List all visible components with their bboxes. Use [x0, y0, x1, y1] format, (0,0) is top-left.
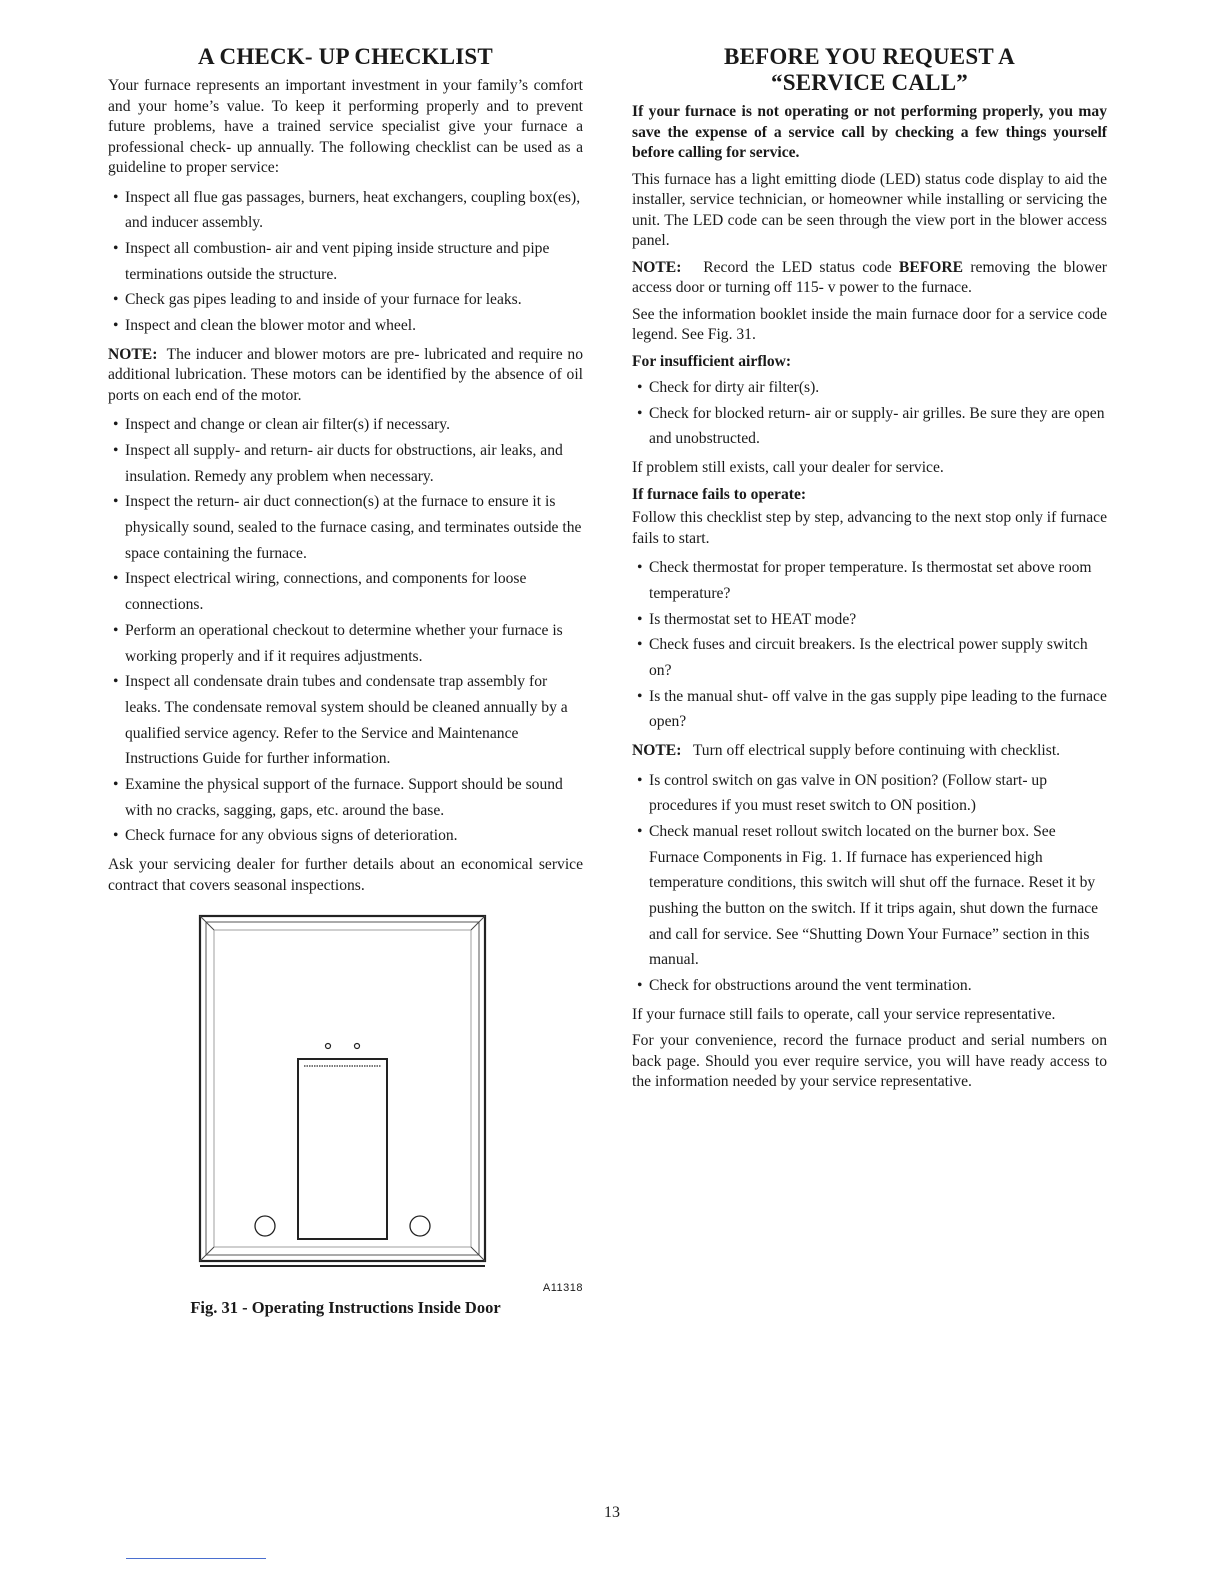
airflow-after-text: If problem still exists, call your dealer for service. [632, 459, 944, 477]
list-item: • Inspect and change or clean air filter(s) if necessary. [108, 412, 583, 438]
list-item: • Inspect all supply- and return- air ducts for obstructions, air leaks, and insulation. Remedy any problem when necessary. [108, 438, 583, 489]
service-call-lead: If your furnace is not operating or not performing properly, you may save the expense of a service call by checking a few things yourself before calling for service. [632, 103, 1107, 161]
page-number: 13 [604, 1504, 620, 1521]
note-emphasis: BEFORE [898, 258, 964, 276]
list-item: • Check for dirty air filter(s). [632, 375, 1107, 401]
list-item: • Inspect all combustion- air and vent piping inside structure and pipe terminations outside the structure. [108, 236, 583, 287]
still-fails-text: If your furnace still fails to operate, call your service representative. [632, 1005, 1056, 1023]
list-item: • Check gas pipes leading to and inside of your furnace for leaks. [108, 287, 583, 313]
note-label: NOTE: [632, 742, 682, 760]
list-item: • Check fuses and circuit breakers. Is the electrical power supply switch on? [632, 632, 1107, 683]
right-column [632, 44, 1107, 1099]
airflow-heading: For insufficient airflow: [632, 352, 792, 370]
figure-id: A11318 [542, 1282, 583, 1295]
list-item: • Examine the physical support of the furnace. Support should be sound with no cracks, sagging, gaps, etc. around the base. [108, 772, 583, 823]
checkup-title: A CHECK- UP CHECKLIST [198, 44, 493, 69]
fails-list [632, 555, 1107, 735]
service-call-title [632, 44, 1107, 96]
list-item: • Is thermostat set to HEAT mode? [632, 607, 1107, 633]
title-line-2: “SERVICE CALL” [771, 70, 968, 95]
figure-caption: Fig. 31 - Operating Instructions Inside Door [190, 1298, 501, 1318]
list-item: • Inspect all flue gas passages, burners, heat exchangers, coupling box(es), and inducer assembly. [108, 185, 583, 236]
note-text: Turn off electrical supply before continuing with checklist. [692, 742, 1061, 760]
left-column [108, 44, 583, 1318]
convenience-text: For your convenience, record the furnace product and serial numbers on back page. Should you ever require service, you will have ready access to the information needed by your service representative. [632, 1032, 1107, 1091]
list-item: • Is control switch on gas valve in ON position? (Follow start- up procedures if you must reset switch to ON position.) [632, 768, 1107, 819]
note-text: removing the blower access door or turning off 115- v power to the furnace. [632, 258, 1107, 296]
see-booklet-text: See the information booklet inside the main furnace door for a service code legend. See Fig. 31. [632, 305, 1107, 343]
checkup-list-2 [108, 412, 583, 849]
checkup-intro: Your furnace represents an important investment in your family’s comfort and your home’s value. To keep it performing properly and to prevent future problems, have a trained service specialist give your furnace a professional check- up annually. The following checklist can be used as a guideline to proper service: [108, 77, 583, 176]
title-line-1: BEFORE YOU REQUEST A [724, 44, 1015, 69]
electrical-note [632, 741, 1107, 762]
list-item: • Check manual reset rollout switch located on the burner box. See Furnace Components in Fig. 1. If furnace has experienced high temperature conditions, this switch will shut off the furnace. Reset it by pushing the button on the switch. If it trips again, shut down the furnace and call for service. See “Shutting Down Your Furnace” section in this manual. [632, 819, 1107, 973]
list-item: • Check thermostat for proper temperature. Is thermostat set above room temperature? [632, 555, 1107, 606]
list-item: • Inspect the return- air duct connection(s) at the furnace to ensure it is physically sound, sealed to the furnace casing, and terminates outside the space containing the furnace. [108, 489, 583, 566]
list-item: • Inspect electrical wiring, connections, and components for loose connections. [108, 566, 583, 617]
fails-intro: Follow this checklist step by step, advancing to the next stop only if furnace fails to start. [632, 509, 1107, 547]
note-text: Record the LED status code [703, 258, 892, 276]
list-item: • Inspect and clean the blower motor and wheel. [108, 313, 583, 339]
list-item: • Perform an operational checkout to determine whether your furnace is working properly and if it requires adjustments. [108, 618, 583, 669]
led-paragraph: This furnace has a light emitting diode (LED) status code display to aid the installer, service technician, or homeowner while installing or servicing the unit. The LED code can be seen through the view port in the blower access panel. [632, 170, 1107, 249]
footer-rule [126, 1558, 266, 1559]
note-label: NOTE: [108, 345, 158, 363]
list-item: • Is the manual shut- off valve in the gas supply pipe leading to the furnace open? [632, 684, 1107, 735]
led-note [632, 258, 1107, 299]
fails-heading: If furnace fails to operate: [632, 485, 807, 503]
list-item: • Check furnace for any obvious signs of deterioration. [108, 823, 583, 849]
lubrication-note [108, 345, 583, 407]
list-item: • Check for obstructions around the vent termination. [632, 973, 1107, 999]
furnace-door-figure [108, 910, 583, 1295]
airflow-list [632, 375, 1107, 452]
list-item: • Check for blocked return- air or supply- air grilles. Be sure they are open and unobstructed. [632, 401, 1107, 452]
door-drawing [108, 910, 583, 1270]
service-contract-text: Ask your servicing dealer for further details about an economical service contract that covers seasonal inspections. [108, 856, 583, 894]
note-label: NOTE: [632, 258, 682, 276]
more-checks-list [632, 768, 1107, 999]
list-item: • Inspect all condensate drain tubes and condensate trap assembly for leaks. The condensate removal system should be cleaned annually by a qualified service agency. Refer to the Service and Maintenance Instructions Guide for further information. [108, 669, 583, 772]
checkup-list-1 [108, 185, 583, 339]
note-text: The inducer and blower motors are pre- lubricated and require no additional lubrication. These motors can be identified by the absence of oil ports on each end of the motor. [108, 345, 583, 404]
